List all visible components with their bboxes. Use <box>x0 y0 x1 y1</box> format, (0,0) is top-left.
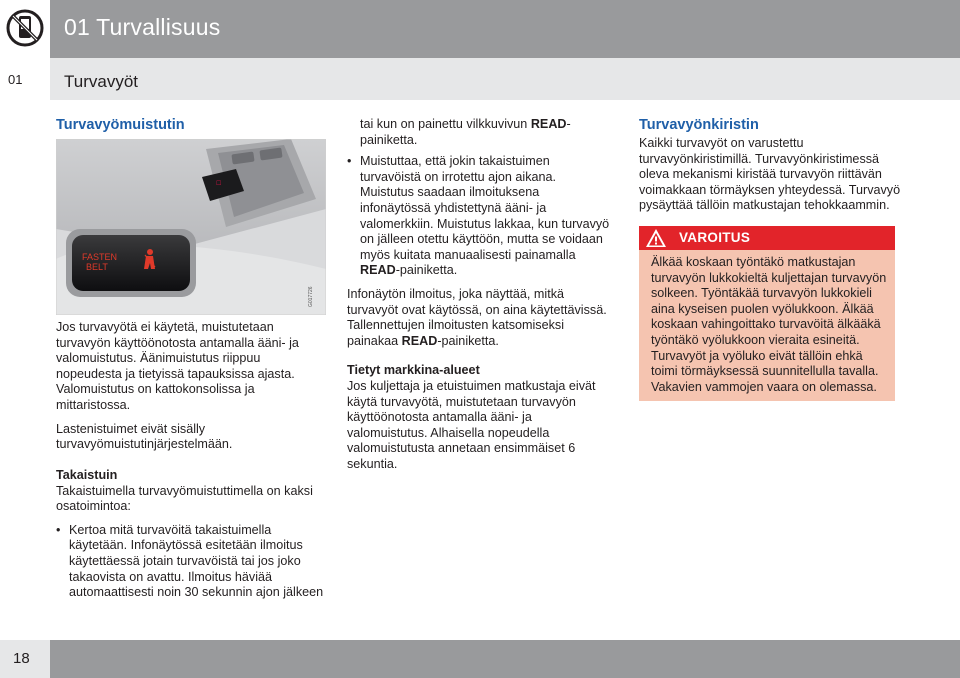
page-footer <box>0 640 960 678</box>
column-1-body <box>56 320 324 453</box>
read-bold: READ <box>401 333 438 348</box>
child-seat-note: Lastenistuimet eivät sisälly turvavyömuistutinjärjestelmään. <box>56 421 233 452</box>
heading-markets: Tietyt markkina-alueet <box>347 363 480 378</box>
text-span: Infonäytön ilmoitus, joka näyttää, mitkä turvavyöt ovat käytössä, on aina käytettävissä. Tallennettujen ilmoitusten katsomiseksi painakaa <box>347 286 607 348</box>
header-icon-box <box>0 0 50 58</box>
text-span: -painiketta. <box>360 117 571 147</box>
column-1-top <box>56 117 324 138</box>
heading-turvavyomuistutin: Turvavyömuistutin <box>56 117 185 133</box>
markets-paragraph: Jos kuljettaja ja etuistuimen matkustaja eivät käytä turvavyötä, muistutetaan turvavyön käyttöönotosta antamalla ääni- ja valomuistutus. Alhaisella nopeudella valomuistutusta annetaan ensimmäiset 6 sekuntia. <box>347 378 596 471</box>
list-item <box>347 154 613 279</box>
warning-label: VAROITUS <box>679 229 751 245</box>
bullet1-continuation <box>347 117 613 148</box>
seatbelt-reminder-photo <box>56 139 326 315</box>
page-number: 18 <box>13 650 30 667</box>
pretensioner-paragraph: Kaikki turvavyöt on varustettu turvavyönkiristimillä. Turvavyönkiristimessä oleva mekanismi kiristää turvavyön riittävän voimakkaan törmäyksen yhteydessä. Turvavyö pysäyttää tällöin matkustajan tehokkaammin. <box>639 136 901 213</box>
rear-seat-intro: Takaistuimella turvavyömuistuttimella on kaksi osatoimintoa: <box>56 483 313 514</box>
heading-takaistuin: Takaistuin <box>56 468 118 482</box>
warning-box <box>639 226 895 401</box>
warning-triangle-icon <box>645 228 667 248</box>
image-code: G017726 <box>308 286 314 307</box>
read-bold: READ <box>360 263 396 278</box>
section-bar <box>0 58 960 100</box>
heading-turvavyonkiristin: Turvavyönkiristin <box>639 117 759 133</box>
text-span: Muistuttaa, että jokin takaistuimen turvavöistä on irrotettu ajon aikana. Muistutus saadaan ilmoituksena infonäytössä yhdistettynä ääni- ja valomerkkiin. Muistutus lakkaa, kun turvavyö on jälleen otettu käyttöön, mutta se voidaan myös kuitata manuaalisesti painamalla <box>360 154 610 262</box>
list-item: • Kertoa mitä turvavöitä takaistuimella käytetään. Infonäytössä esitetään ilmoitus käytettäessä jotain turvavöistä tai jos joko takaovista on avattu. Ilmoitus häviää automaattisesti noin 30 sekunnin ajon jälkeen <box>56 523 324 601</box>
fasten-text-line1: FASTEN <box>82 252 118 262</box>
no-phone-icon <box>5 6 45 50</box>
read-bold: READ <box>530 117 567 131</box>
text-span: tai kun on painettu vilkkuvivun <box>360 117 531 131</box>
warning-text: Älkää koskaan työntäkö matkustajan turvavyön lukkokieltä kuljettajan turvavyön solkeen. Työntäkää turvavyön lukkokieli aina kyseisen puolen vyölukkoon. Älkää koskaan vahingoittako turvavöitä älkääkä työntäkö vyölukkoon vieraita esineitä. Turvavyöt ja vyöluko eivät tällöin ehkä toimi törmäyksessä suunnitellulla tavalla. Vakavien vammojen vaara on olemassa. <box>639 250 895 401</box>
text-span: -painiketta. <box>437 333 499 348</box>
svg-text:☐: ☐ <box>216 181 222 187</box>
column-1-rear <box>56 468 324 601</box>
intro-paragraph: Jos turvavyötä ei käytetä, muistutetaan turvavyön käyttöönotosta antamalla ääni- ja valomuistutus. Äänimuistutus riippuu nopeudesta ja tietyissä tapauksissa ajasta. Valomuistutus on kattokonsolissa ja mittaristossa. <box>56 320 299 412</box>
column-2 <box>347 117 613 472</box>
chapter-number: 01 <box>8 72 23 87</box>
fasten-text-line2: BELT <box>86 262 108 272</box>
info-display-paragraph <box>347 287 613 349</box>
column-3 <box>639 117 901 401</box>
rear-seat-list-2 <box>347 154 613 279</box>
text-span: -painiketta. <box>395 263 458 278</box>
section-title: Turvavyöt <box>64 72 139 91</box>
chapter-title: 01 Turvallisuus <box>64 14 221 40</box>
rear-seat-list <box>56 523 324 601</box>
warning-header <box>639 226 895 250</box>
